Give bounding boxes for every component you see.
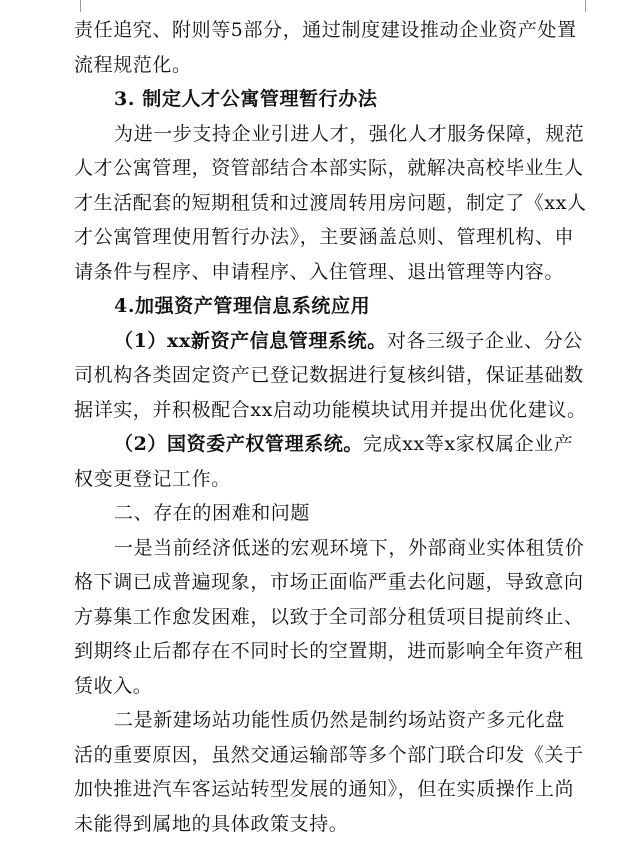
item-text: 完成xx等x家权属企业产 <box>363 433 574 455</box>
paragraph-line: 流程规范化。 <box>74 53 192 76</box>
section-heading: 3. 制定人才公寓管理暂行办法 <box>114 88 378 110</box>
paragraph-line: 二是新建场站功能性质仍然是制约场站资产多元化盘 <box>114 709 565 731</box>
paragraph-line: 赁收入。 <box>74 674 153 697</box>
paragraph-line: 格下调已成普遍现象，市场正面临严重去化问题，导致意向 <box>74 571 584 593</box>
paragraph-line: 到期终止后都存在不同时长的空置期，进而影响全年资产租 <box>74 640 584 662</box>
paragraph-line: 方募集工作愈发困难，以致于全司部分租赁项目提前终止、 <box>74 605 584 628</box>
paragraph-line: 未能得到属地的具体政策支持。 <box>74 812 349 835</box>
page-corner-mark-right <box>585 0 598 12</box>
page-corner-mark-left <box>68 0 81 12</box>
item-text: 对各三级子企业、分公 <box>386 329 583 352</box>
paragraph-line: 据详实，并积极配合xx启动功能模块试用并提出优化建议。 <box>74 398 587 421</box>
paragraph-line: 责任追究、附则等5部分，通过制度建设推动企业资产处置 <box>74 19 577 41</box>
paragraph-line: 才公寓管理使用暂行办法》，主要涵盖总则、管理机构、申 <box>74 226 575 248</box>
paragraph-line: 一是当前经济低迷的宏观环境下，外部商业实体租赁价 <box>114 536 585 559</box>
item-heading: （1）xx新资产信息管理系统。 <box>114 329 387 352</box>
paragraph-line: 权变更登记工作。 <box>74 467 231 490</box>
item-heading: （2）国资委产权管理系统。 <box>114 433 364 455</box>
paragraph-line: 司机构各类固定资产已登记数据进行复核纠错，保证基础数 <box>74 364 584 386</box>
paragraph-line: 才生活配套的短期租赁和过渡周转用房问题，制定了《xx人 <box>74 191 587 214</box>
paragraph-line: 请条件与程序、申请程序、入住管理、退出管理等内容。 <box>74 260 565 283</box>
paragraph-line: 人才公寓管理，资管部结合本部实际，就解决高校毕业生人 <box>74 157 584 179</box>
paragraph-line: 加快推进汽车客运站转型发展的通知》，但在实质操作上尚 <box>74 778 575 800</box>
paragraph-line <box>114 432 594 456</box>
section-heading: 4.加强资产管理信息系统应用 <box>114 295 371 317</box>
paragraph-line: 为进一步支持企业引进人才，强化人才服务保障，规范 <box>114 122 585 145</box>
section-heading: 二、存在的困难和问题 <box>114 502 311 524</box>
paragraph-line <box>114 329 594 353</box>
paragraph-line: 活的重要原因，虽然交通运输部等多个部门联合印发《关于 <box>74 743 584 766</box>
